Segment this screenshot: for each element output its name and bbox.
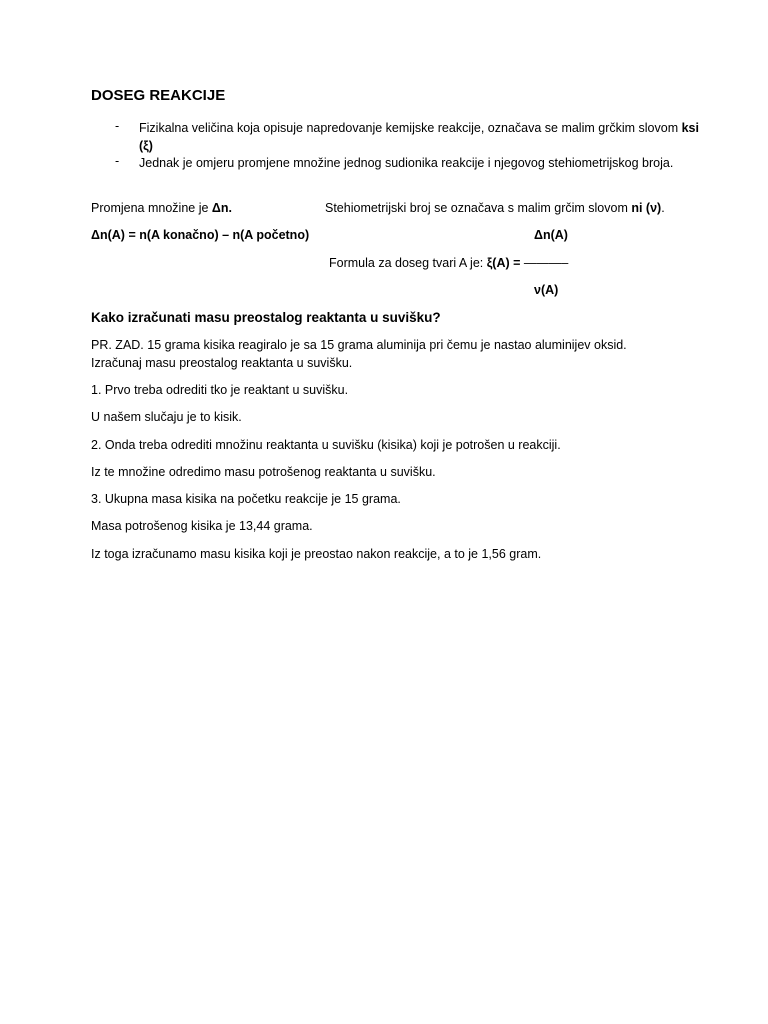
fraction-denominator: ν(A): [534, 283, 559, 297]
change-symbol: Δn.: [211, 201, 232, 215]
bullet-dash: -: [115, 119, 120, 133]
stoich-label: Stehiometrijski broj se označava s malim grčim slovom: [325, 201, 632, 215]
paragraph: Izračunaj masu preostalog reaktanta u suvišku.: [91, 356, 353, 370]
bullet-dash: -: [115, 154, 120, 168]
paragraph: Iz te množine odredimo masu potrošenog reaktanta u suvišku.: [91, 465, 436, 479]
formula-lhs: ξ(A) =: [486, 256, 524, 270]
fraction-numerator: Δn(A): [534, 228, 568, 242]
stoich-end: .: [661, 201, 665, 215]
bullet-bold-term: ksi (ξ): [139, 121, 699, 153]
formula-line: [329, 254, 568, 272]
paragraph: U našem slučaju je to kisik.: [91, 410, 242, 424]
bullet-item: [139, 119, 699, 155]
change-line: [91, 199, 232, 217]
paragraph: 3. Ukupna masa kisika na početku reakcije je 15 grama.: [91, 492, 401, 506]
stoich-symbol: ni (ν): [631, 201, 662, 215]
bullet-item: Jednak je omjeru promjene množine jednog sudionika reakcije i njegovog stehiometrijskog broja.: [139, 156, 674, 170]
bullet-text: Fizikalna veličina koja opisuje napredovanje kemijske reakcije, označava se malim grčkim slovom: [139, 121, 682, 135]
stoich-line: [325, 199, 665, 217]
paragraph: 1. Prvo treba odrediti tko je reaktant u suvišku.: [91, 383, 349, 397]
paragraph: Iz toga izračunamo masu kisika koji je preostao nakon reakcije, a to je 1,56 gram.: [91, 547, 542, 561]
fraction-bar: ———–: [523, 256, 569, 270]
formula-label: Formula za doseg tvari A je:: [329, 256, 487, 270]
paragraph: Masa potrošenog kisika je 13,44 grama.: [91, 519, 313, 533]
paragraph: PR. ZAD. 15 grama kisika reagiralo je sa 15 grama aluminija pri čemu je nastao aluminijev oksid.: [91, 338, 627, 352]
change-label: Promjena množine je: [91, 201, 212, 215]
page-title: DOSEG REAKCIJE: [91, 87, 226, 104]
delta-formula: Δn(A) = n(A konačno) – n(A početno): [91, 228, 310, 242]
paragraph: 2. Onda treba odrediti množinu reaktanta u suvišku (kisika) koji je potrošen u reakciji.: [91, 438, 561, 452]
section-heading: Kako izračunati masu preostalog reaktanta u suvišku?: [91, 310, 441, 325]
